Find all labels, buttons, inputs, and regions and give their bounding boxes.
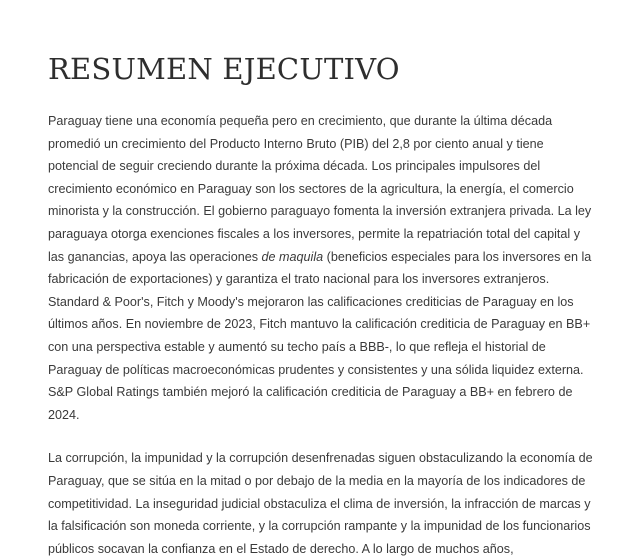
- paragraph-economy-overview: [48, 110, 596, 426]
- paragraph-text: (beneficios especiales para los inversores en la fabricación de exportaciones) y garantiza el trato nacional para los inversores extranjeros. Standard & Poor's, Fitch y Moody's mejoraron las calificaciones crediticias de Paraguay en los últimos años. En noviembre de 2023, Fitch mantuvo la calificación crediticia de Paraguay en BB+ con una perspectiva estable y aumentó su techo país a BBB-, lo que refleja el historial de Paraguay de políticas macroeconómicas prudentes y consistentes y una sólida liquidez externa. S&P Global Ratings también mejoró la calificación crediticia de Paraguay a BB+ en febrero de 2024.: [48, 249, 592, 422]
- paragraph-text: Paraguay tiene una economía pequeña pero en crecimiento, que durante la última década promedió un crecimiento del Producto Interno Bruto (PIB) del 2,8 por ciento anual y tiene potencial de seguir creciendo durante la próxima década. Los principales impulsores del crecimiento económico en Paraguay son los sectores de la agricultura, la energía, el comercio minorista y la construcción. El gobierno paraguayo fomenta la inversión extranjera privada. La ley paraguaya otorga exenciones fiscales a los inversores, permite la repatriación total del capital y las ganancias, apoya las operaciones: [48, 114, 592, 264]
- paragraph-emphasis: de maquila: [261, 249, 324, 264]
- paragraph-text: La corrupción, la impunidad y la corrupción desenfrenadas siguen obstaculizando la economía de Paraguay, que se sitúa en la mitad o por debajo de la media en la mayoría de los indicadores de competitividad. La inseguridad judicial obstaculiza el clima de inversión, la infracción de marcas y la falsificación son moneda corriente, y la corrupción rampante y la impunidad de los funcionarios públicos socavan la confianza en el Estado de derecho. A lo largo de muchos años,: [48, 451, 593, 556]
- executive-summary-body: [48, 110, 596, 560]
- section-title: RESUMEN EJECUTIVO: [48, 52, 400, 86]
- paragraph-corruption: [48, 447, 596, 560]
